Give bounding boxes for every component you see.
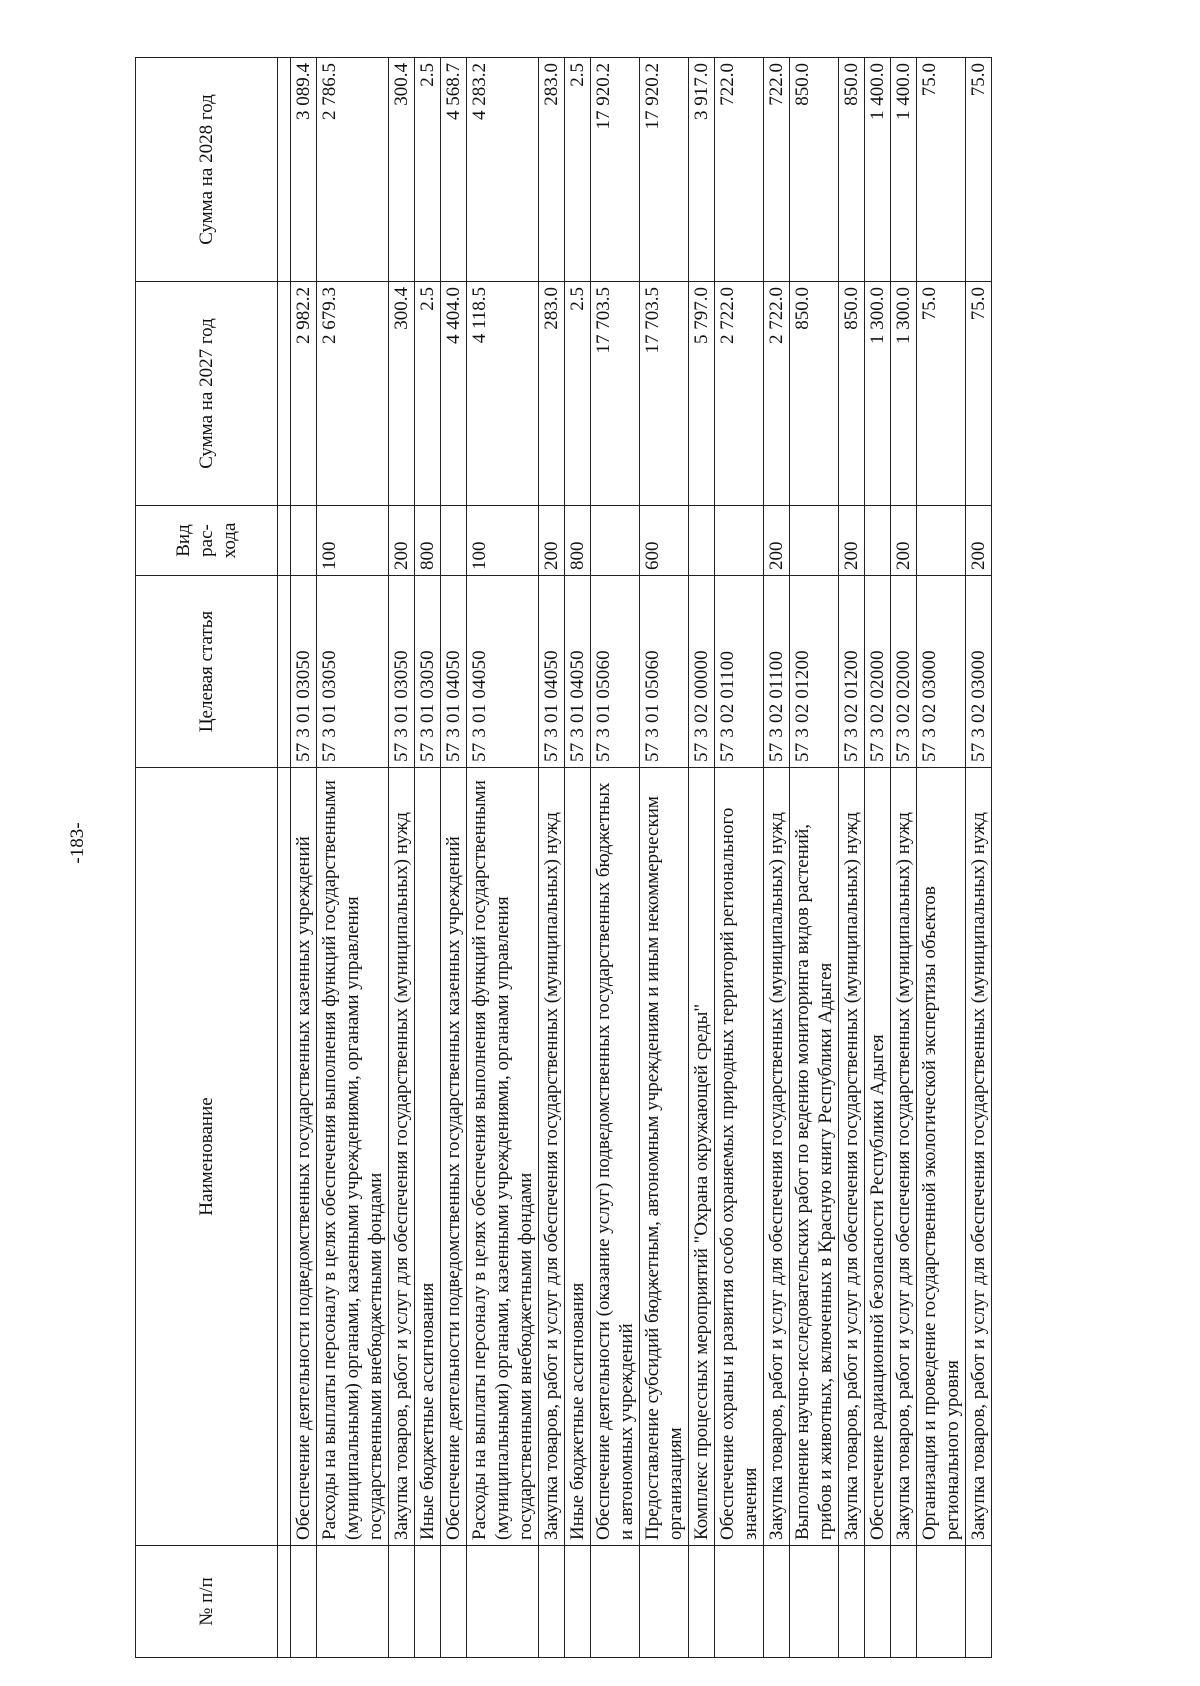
cell-expense-type xyxy=(689,506,715,576)
cell-expense-type xyxy=(790,506,839,576)
table-spacer-row xyxy=(278,58,291,1658)
table-header-row xyxy=(136,58,278,1658)
cell-num xyxy=(415,1546,441,1658)
cell-sum-2027: 850.0 xyxy=(790,282,839,506)
cell-num xyxy=(565,1546,591,1658)
cell-num xyxy=(317,1546,389,1658)
cell-sum-2028: 2.5 xyxy=(415,58,441,282)
header-vid: Вид рас-хода xyxy=(136,506,278,576)
cell-expense-type: 600 xyxy=(640,506,689,576)
cell-name: Расходы на выплаты персоналу в целях обеспечения выполнения функций государственными (муниципальными) органами, казенными учреждениями, органами управления государственными внебюджетными фондами xyxy=(467,768,539,1546)
cell-target-code: 57 3 01 03050 xyxy=(291,576,317,768)
cell-expense-type xyxy=(291,506,317,576)
cell-num xyxy=(291,1546,317,1658)
table-row xyxy=(689,58,715,1658)
cell-sum-2028: 17 920.2 xyxy=(640,58,689,282)
cell-sum-2027: 300.4 xyxy=(389,282,415,506)
cell-expense-type: 100 xyxy=(317,506,389,576)
cell-name: Обеспечение радиационной безопасности Республики Адыгея xyxy=(865,768,891,1546)
cell-expense-type: 200 xyxy=(764,506,790,576)
table-row xyxy=(715,58,764,1658)
cell-sum-2027: 2 722.0 xyxy=(764,282,790,506)
table-row xyxy=(389,58,415,1658)
cell-sum-2028: 17 920.2 xyxy=(591,58,640,282)
cell-sum-2028: 283.0 xyxy=(539,58,565,282)
table-body xyxy=(278,58,992,1658)
cell-num xyxy=(539,1546,565,1658)
cell-sum-2027: 283.0 xyxy=(539,282,565,506)
cell-sum-2028: 722.0 xyxy=(715,58,764,282)
cell-num xyxy=(966,1546,992,1658)
table-row xyxy=(291,58,317,1658)
cell-expense-type: 200 xyxy=(891,506,917,576)
cell-name: Комплекс процессных мероприятий "Охрана окружающей среды" xyxy=(689,768,715,1546)
cell-sum-2027: 4 404.0 xyxy=(441,282,467,506)
cell-target-code: 57 3 02 01100 xyxy=(715,576,764,768)
table-row xyxy=(891,58,917,1658)
table-row xyxy=(917,58,966,1658)
cell-expense-type xyxy=(591,506,640,576)
cell-num xyxy=(790,1546,839,1658)
cell-sum-2027: 1 300.0 xyxy=(865,282,891,506)
cell-sum-2028: 4 568.7 xyxy=(441,58,467,282)
cell-name: Закупка товаров, работ и услуг для обеспечения государственных (муниципальных) нужд xyxy=(839,768,865,1546)
cell-expense-type: 100 xyxy=(467,506,539,576)
cell-sum-2027: 2 982.2 xyxy=(291,282,317,506)
cell-target-code: 57 3 01 05060 xyxy=(640,576,689,768)
cell-name: Закупка товаров, работ и услуг для обеспечения государственных (муниципальных) нужд xyxy=(764,768,790,1546)
cell-sum-2027: 75.0 xyxy=(966,282,992,506)
page-number: -183- xyxy=(67,822,88,864)
cell-name: Закупка товаров, работ и услуг для обеспечения государственных (муниципальных) нужд xyxy=(891,768,917,1546)
cell-name: Предоставление субсидий бюджетным, автономным учреждениям и иным некоммерческим организациям xyxy=(640,768,689,1546)
cell-num xyxy=(640,1546,689,1658)
header-name: Наименование xyxy=(136,768,278,1546)
cell-sum-2028: 2 786.5 xyxy=(317,58,389,282)
table-row xyxy=(591,58,640,1658)
cell-sum-2028: 850.0 xyxy=(790,58,839,282)
cell-name: Обеспечение деятельности подведомственных государственных казенных учреждений xyxy=(291,768,317,1546)
cell-sum-2028: 300.4 xyxy=(389,58,415,282)
cell-sum-2027: 75.0 xyxy=(917,282,966,506)
cell-sum-2028: 1 400.0 xyxy=(891,58,917,282)
cell-expense-type: 200 xyxy=(839,506,865,576)
cell-target-code: 57 3 02 01200 xyxy=(790,576,839,768)
cell-name: Иные бюджетные ассигнования xyxy=(415,768,441,1546)
table-row xyxy=(790,58,839,1658)
cell-num xyxy=(389,1546,415,1658)
cell-sum-2028: 3 089.4 xyxy=(291,58,317,282)
table-row xyxy=(415,58,441,1658)
cell-target-code: 57 3 02 02000 xyxy=(865,576,891,768)
cell-num xyxy=(689,1546,715,1658)
cell-name: Закупка товаров, работ и услуг для обеспечения государственных (муниципальных) нужд xyxy=(966,768,992,1546)
header-sum-2028: Сумма на 2028 год xyxy=(136,58,278,282)
cell-expense-type: 200 xyxy=(389,506,415,576)
cell-sum-2028: 1 400.0 xyxy=(865,58,891,282)
cell-sum-2028: 722.0 xyxy=(764,58,790,282)
cell-expense-type xyxy=(715,506,764,576)
cell-name: Выполнение научно-исследовательских работ по ведению мониторинга видов растений, грибов и животных, включенных в Красную книгу Республики Адыгея xyxy=(790,768,839,1546)
cell-name: Обеспечение деятельности (оказание услуг) подведомственных государственных бюджетных и автономных учреждений xyxy=(591,768,640,1546)
cell-sum-2028: 75.0 xyxy=(917,58,966,282)
cell-name: Организация и проведение государственной экологической экспертизы объектов регионального уровня xyxy=(917,768,966,1546)
cell-target-code: 57 3 01 03050 xyxy=(317,576,389,768)
cell-num xyxy=(441,1546,467,1658)
cell-expense-type xyxy=(441,506,467,576)
header-sum-2027: Сумма на 2027 год xyxy=(136,282,278,506)
cell-target-code: 57 3 02 00000 xyxy=(689,576,715,768)
cell-sum-2027: 1 300.0 xyxy=(891,282,917,506)
cell-target-code: 57 3 01 04050 xyxy=(441,576,467,768)
table-row xyxy=(966,58,992,1658)
cell-num xyxy=(764,1546,790,1658)
table-row xyxy=(539,58,565,1658)
cell-target-code: 57 3 01 04050 xyxy=(539,576,565,768)
cell-target-code: 57 3 01 05060 xyxy=(591,576,640,768)
cell-sum-2028: 4 283.2 xyxy=(467,58,539,282)
cell-num xyxy=(715,1546,764,1658)
cell-expense-type: 200 xyxy=(539,506,565,576)
cell-sum-2027: 2 679.3 xyxy=(317,282,389,506)
cell-sum-2028: 2.5 xyxy=(565,58,591,282)
cell-sum-2027: 5 797.0 xyxy=(689,282,715,506)
cell-sum-2027: 2 722.0 xyxy=(715,282,764,506)
header-code: Целевая статья xyxy=(136,576,278,768)
cell-name: Обеспечение охраны и развития особо охраняемых природных территорий регионального значения xyxy=(715,768,764,1546)
cell-sum-2027: 2.5 xyxy=(565,282,591,506)
cell-sum-2027: 17 703.5 xyxy=(591,282,640,506)
cell-sum-2027: 850.0 xyxy=(839,282,865,506)
cell-name: Закупка товаров, работ и услуг для обеспечения государственных (муниципальных) нужд xyxy=(389,768,415,1546)
table-row xyxy=(839,58,865,1658)
cell-sum-2027: 4 118.5 xyxy=(467,282,539,506)
cell-num xyxy=(917,1546,966,1658)
table-row xyxy=(640,58,689,1658)
cell-name: Закупка товаров, работ и услуг для обеспечения государственных (муниципальных) нужд xyxy=(539,768,565,1546)
table-row xyxy=(865,58,891,1658)
cell-target-code: 57 3 02 03000 xyxy=(966,576,992,768)
table-row xyxy=(467,58,539,1658)
cell-expense-type: 800 xyxy=(565,506,591,576)
cell-sum-2028: 3 917.0 xyxy=(689,58,715,282)
cell-sum-2028: 75.0 xyxy=(966,58,992,282)
cell-target-code: 57 3 01 04050 xyxy=(565,576,591,768)
cell-num xyxy=(467,1546,539,1658)
cell-sum-2027: 2.5 xyxy=(415,282,441,506)
cell-target-code: 57 3 01 03050 xyxy=(389,576,415,768)
cell-sum-2027: 17 703.5 xyxy=(640,282,689,506)
cell-num xyxy=(865,1546,891,1658)
cell-num xyxy=(591,1546,640,1658)
cell-expense-type: 800 xyxy=(415,506,441,576)
cell-num xyxy=(839,1546,865,1658)
cell-name: Обеспечение деятельности подведомственных государственных казенных учреждений xyxy=(441,768,467,1546)
cell-target-code: 57 3 01 04050 xyxy=(467,576,539,768)
cell-target-code: 57 3 01 03050 xyxy=(415,576,441,768)
cell-target-code: 57 3 02 03000 xyxy=(917,576,966,768)
cell-sum-2028: 850.0 xyxy=(839,58,865,282)
cell-target-code: 57 3 02 01100 xyxy=(764,576,790,768)
cell-expense-type: 200 xyxy=(966,506,992,576)
cell-expense-type xyxy=(917,506,966,576)
budget-table xyxy=(135,57,992,1658)
cell-name: Иные бюджетные ассигнования xyxy=(565,768,591,1546)
table-row xyxy=(565,58,591,1658)
cell-target-code: 57 3 02 01200 xyxy=(839,576,865,768)
cell-num xyxy=(891,1546,917,1658)
table-row xyxy=(317,58,389,1658)
table-row xyxy=(764,58,790,1658)
cell-name: Расходы на выплаты персоналу в целях обеспечения выполнения функций государственными (муниципальными) органами, казенными учреждениями, органами управления государственными внебюджетными фондами xyxy=(317,768,389,1546)
cell-expense-type xyxy=(865,506,891,576)
budget-table-container xyxy=(135,58,1065,1658)
table-row xyxy=(441,58,467,1658)
header-num: № п/п xyxy=(136,1546,278,1658)
cell-target-code: 57 3 02 02000 xyxy=(891,576,917,768)
